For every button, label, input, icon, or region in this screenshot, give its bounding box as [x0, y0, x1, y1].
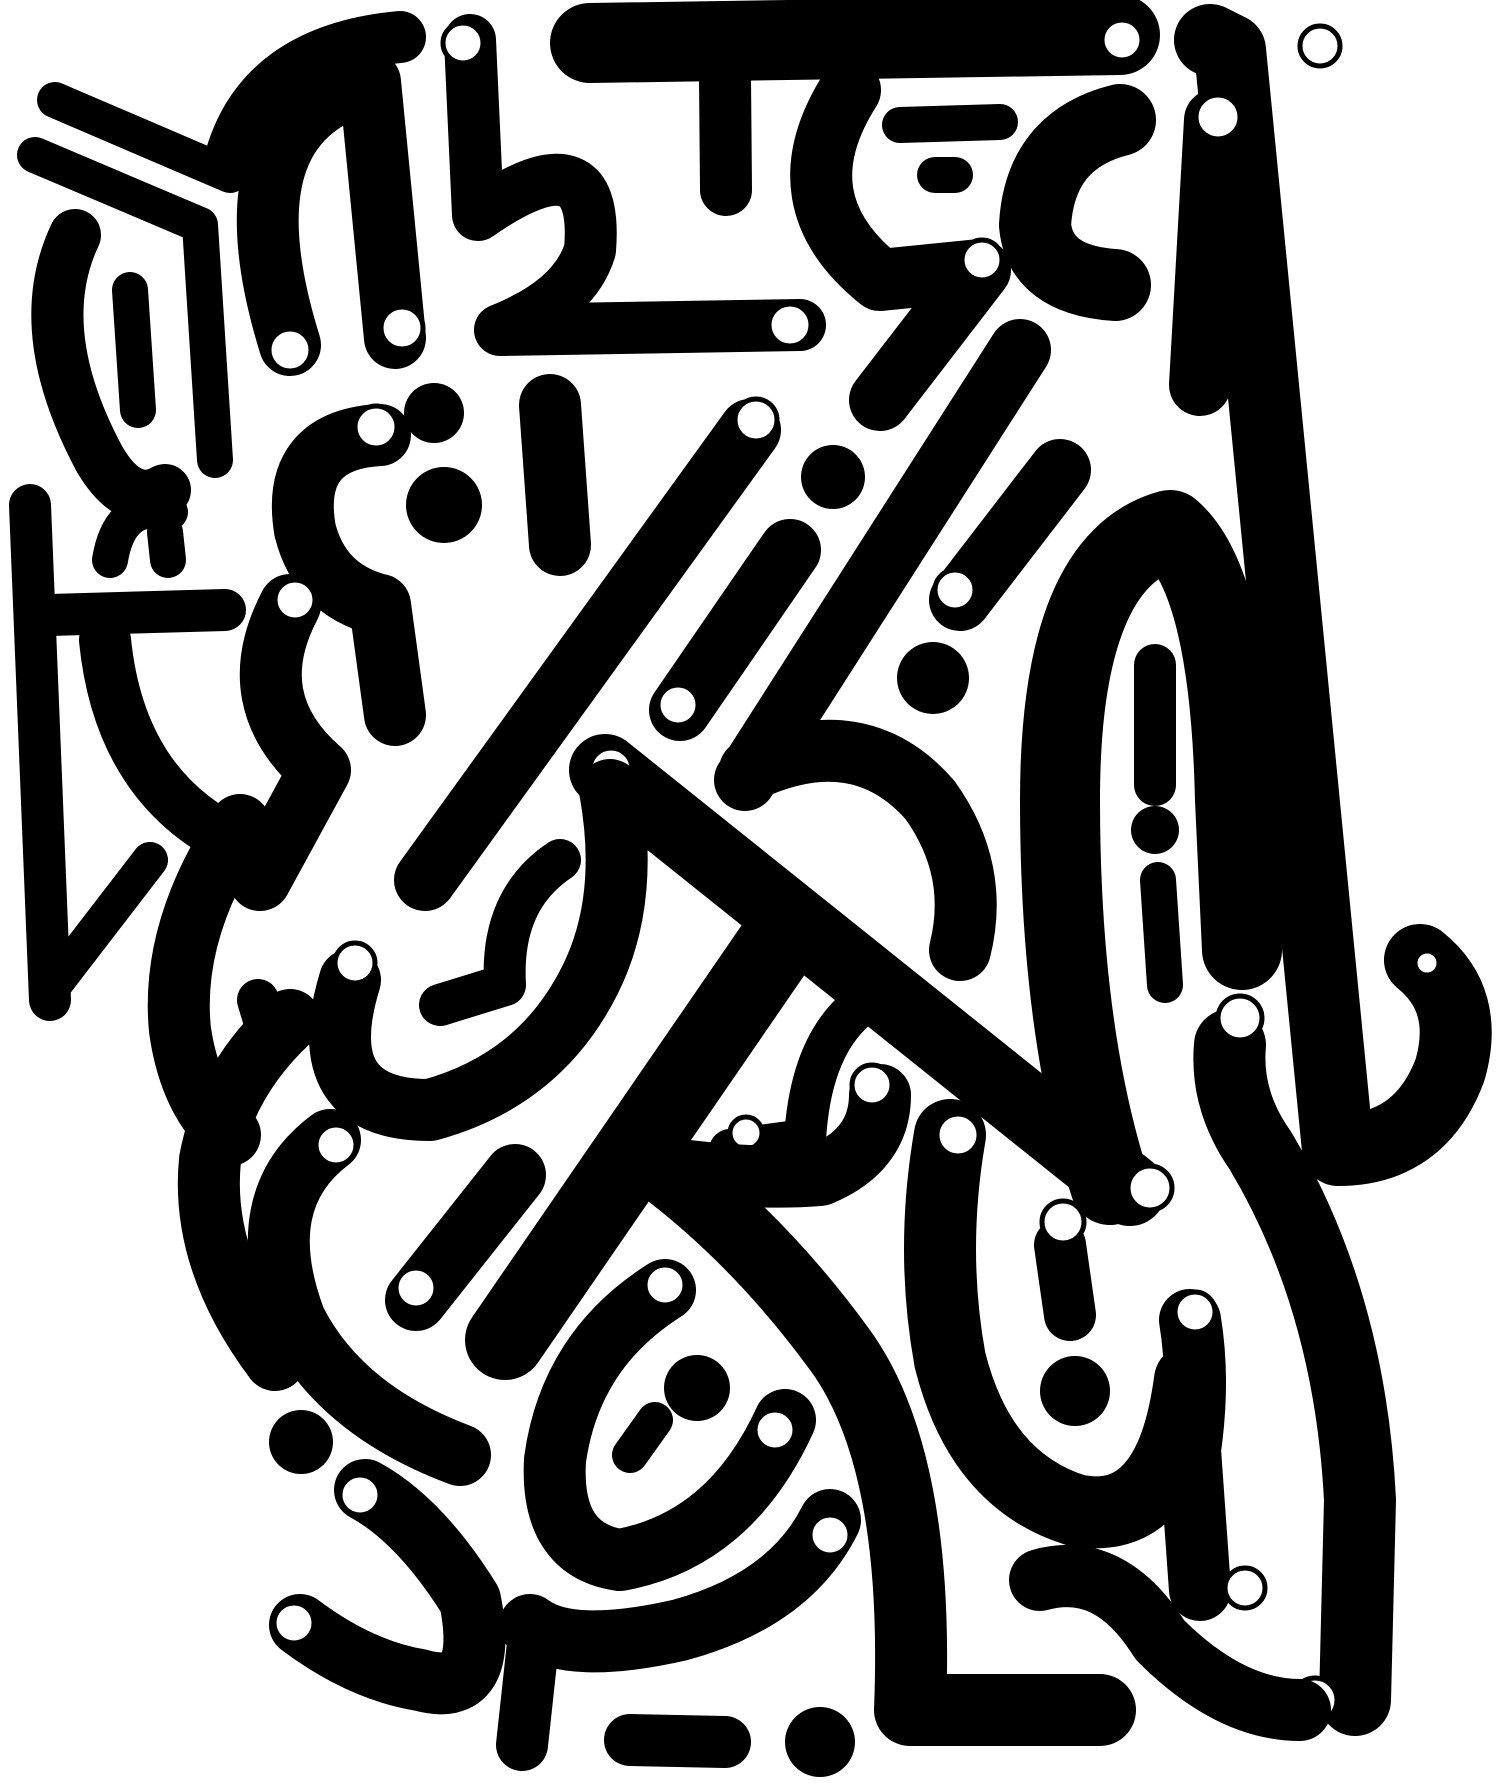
dot-3 [801, 445, 865, 509]
long-diagonal-hole [735, 399, 777, 441]
top-hook-hole [962, 240, 1002, 280]
bottom-center-curve-hole [810, 1515, 850, 1555]
left-small-stroke [258, 1000, 270, 1040]
right-lower-stem-hole [1042, 1201, 1084, 1243]
top-middle-loop-hole [443, 23, 483, 63]
right-lower-hook-hole-bottom [1225, 1568, 1265, 1608]
right-bar-curl-hole [1415, 951, 1439, 975]
middle-bottom-curve-hole-right [755, 1410, 795, 1450]
right-bar-top-hole [1300, 26, 1340, 66]
small-column [725, 78, 726, 190]
bottom-left-swirl-hole-top [340, 1475, 380, 1515]
dot-6 [269, 1410, 333, 1474]
right-c-curve [1035, 120, 1120, 285]
bottom-left-swirl [300, 1490, 474, 1683]
dot-9 [1040, 1356, 1110, 1426]
upper-middle-arch [268, 82, 395, 345]
left-small-bar [130, 290, 138, 410]
middle-left-stem [550, 405, 560, 545]
dot-2 [406, 467, 482, 543]
top-middle-bar-hole [769, 304, 811, 346]
right-upper-vertical-hole [1196, 95, 1240, 139]
top-horizontal-bar [590, 35, 1120, 43]
dot-8 [785, 1707, 855, 1777]
question-curve-hole [355, 406, 397, 448]
right-lower-stem [1060, 1245, 1070, 1315]
dot-1 [404, 383, 464, 443]
middle-s-curve-hole [335, 943, 375, 983]
huge-diagonal-hole-bottom [1128, 1166, 1172, 1210]
dot-7 [664, 1355, 730, 1421]
right-upper-vertical [1200, 120, 1215, 385]
question-curve [303, 435, 395, 715]
left-t-top [50, 610, 225, 615]
bottom-left-swirl-hole-bottom [274, 1603, 314, 1643]
upper-arch-hole-left [269, 329, 311, 371]
central-swirl-hole [852, 1065, 892, 1105]
left-middle-s-hole [275, 580, 315, 620]
right-lower-arch-hole [937, 1114, 979, 1156]
upper-arch-hole-right [381, 307, 423, 349]
right-lower-hook-hole-top [1175, 1292, 1215, 1332]
left-t-stem [30, 505, 50, 1000]
right-lower-hook [1190, 1320, 1200, 1590]
lower-left-diagonal-hole [396, 1268, 436, 1308]
bottom-dash [630, 1740, 725, 1742]
lower-left-arc-hole [316, 1125, 356, 1165]
dash-1 [900, 122, 1000, 125]
right-inner-short-bar [1158, 880, 1165, 985]
left-tiny-bar [165, 532, 168, 560]
right-long-snake-hole-top [1218, 996, 1262, 1040]
top-bar-hole [1102, 20, 1142, 60]
dot-5 [1131, 806, 1179, 854]
bottom-left-stem [522, 1625, 535, 1745]
middle-short-diagonal-hole [935, 570, 975, 610]
small-diagonal-dash [630, 1420, 655, 1455]
middle-bottom-curve-hole-top [645, 1265, 685, 1305]
short-diagonal-hole [658, 685, 698, 725]
left-middle-s [260, 605, 320, 880]
dot-4 [897, 642, 969, 714]
